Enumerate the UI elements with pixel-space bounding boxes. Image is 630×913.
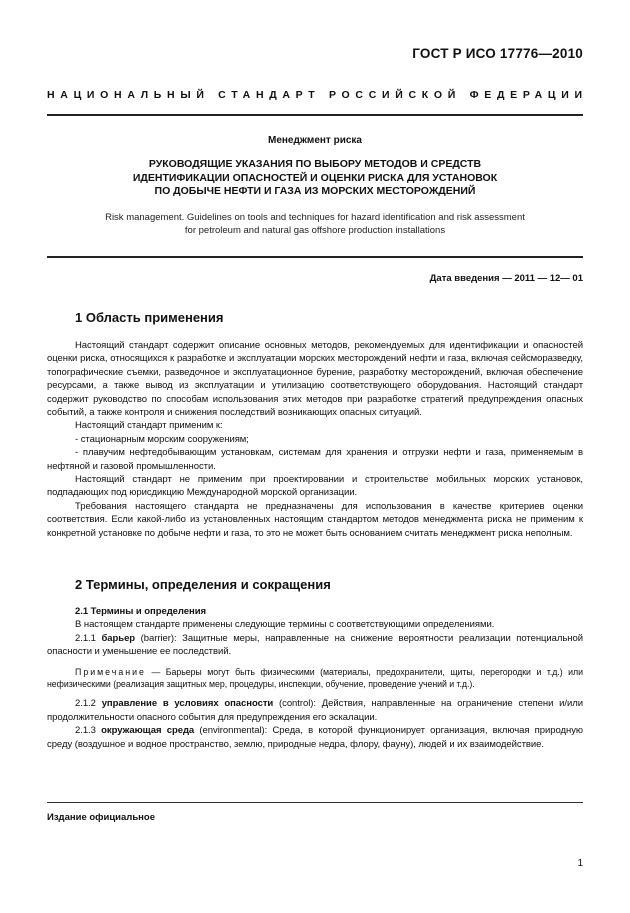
term-text: (barrier): Защитные меры, направленные на снижение вероятности реализации потенциальной опасности и уменьшение ее последствий. (47, 632, 583, 658)
footer-divider (47, 802, 583, 803)
term-number: 2.1.2 (75, 698, 96, 710)
term-name: окружающая среда (101, 725, 195, 737)
title-divider (47, 256, 583, 258)
paragraph: Настоящий стандарт не применим при проектировании и строительстве мобильных морских установок, подпадающих под юрисдикцию Международной морской организации. (47, 474, 583, 499)
term-definition (47, 724, 583, 751)
document-title-en (47, 211, 583, 237)
section-1-body (47, 339, 583, 540)
national-standard-banner: НАЦИОНАЛЬНЫЙ СТАНДАРТ РОССИЙСКОЙ ФЕДЕРАЦИИ (47, 89, 588, 101)
section-2-heading: 2 Термины, определения и сокращения (75, 577, 331, 592)
term-text: (control): Действия, направленные на ограничение степени и/или продолжительности опасного события для предупреждения его эскалации. (47, 698, 583, 723)
title-ru-line: РУКОВОДЯЩИЕ УКАЗАНИЯ ПО ВЫБОРУ МЕТОДОВ И СРЕДСТВ (148, 158, 482, 170)
document-number: ГОСТ Р ИСО 17776—2010 (412, 46, 583, 61)
paragraph: Требования настоящего стандарта не предназначены для использования в качестве критериев оценки соответствия. Если какой-либо из установленных настоящим стандартом методов менеджмента риска не применим к конкретной установке по добыче нефти и газа, то это не может быть основанием считать менеджмент риска неполным. (47, 500, 583, 539)
subsection-heading: 2.1 Термины и определения (75, 606, 206, 617)
paragraph: В настоящем стандарте применены следующие термины с соответствующими определениями. (75, 619, 495, 631)
term-name: барьер (101, 632, 136, 644)
list-item: - плавучим нефтедобывающим установкам, системам для хранения и отгрузки нефти и газа, применяемым в нефтяной и газовой промышленности. (47, 447, 583, 472)
edition-label: Издание официальное (47, 812, 155, 823)
term-number: 2.1.1 (75, 632, 96, 644)
paragraph: Настоящий стандарт содержит описание основных методов, рекомендуемых для идентификации и опасностей оценки риска, относящихся к разработке и эксплуатации морских месторождений нефти и газа, включая сейсморазведку, топографические съемки, разведочное и эксплуатационное бурение, разработку месторождений, включая обеспечение ресурсами, а также вывод из эксплуатации и утилизацию соответствующего оборудования. Настоящий стандарт содержит руководство по способам использования этих методов при разработке стратегий предупреждения опасных событий, а также контроля и снижения последствий возникающих опасных ситуаций. (47, 340, 583, 419)
term-number: 2.1.3 (75, 725, 96, 737)
title-ru-line: ПО ДОБЫЧЕ НЕФТИ И ГАЗА ИЗ МОРСКИХ МЕСТОРОЖДЕНИЙ (154, 185, 476, 197)
term-definition (47, 697, 583, 724)
introduction-date: Дата введения — 2011 — 12— 01 (429, 273, 583, 284)
title-ru-line: ИДЕНТИФИКАЦИИ ОПАСНОСТЕЙ И ОЦЕНКИ РИСКА ДЛЯ УСТАНОВОК (132, 171, 498, 184)
page-number: 1 (577, 858, 583, 869)
title-en-line: for petroleum and natural gas offshore production installations (184, 225, 446, 236)
term-definition (47, 632, 583, 659)
list-item: - стационарным морским сооружениям; (75, 433, 249, 445)
document-title-ru (47, 158, 583, 199)
section-2-body (47, 605, 583, 751)
title-en-line: Risk management. Guidelines on tools and techniques for hazard identification and risk assessment (105, 212, 525, 223)
note-text: — Барьеры могут быть физическими (материалы, предохранители, щиты, перегородки и т.д.) или нефизическими (реализация защитных мер, процедуры, инспекции, обучение, проведение учений и т.д.). (47, 666, 583, 690)
top-divider (47, 114, 583, 116)
note-label: Примечание (75, 666, 146, 677)
note (47, 666, 583, 691)
document-subtitle: Менеджмент риска (268, 135, 362, 146)
paragraph: Настоящий стандарт применим к: (75, 420, 223, 432)
section-1-heading: 1 Область применения (75, 310, 224, 325)
term-name: управление в условиях опасности (101, 698, 274, 710)
term-text: (environmental): Среда, в которой функционирует организация, включая природную среду (воздушное и водное пространство, землю, природные недра, флору, фауну), людей и их взаимодействие. (47, 725, 583, 750)
